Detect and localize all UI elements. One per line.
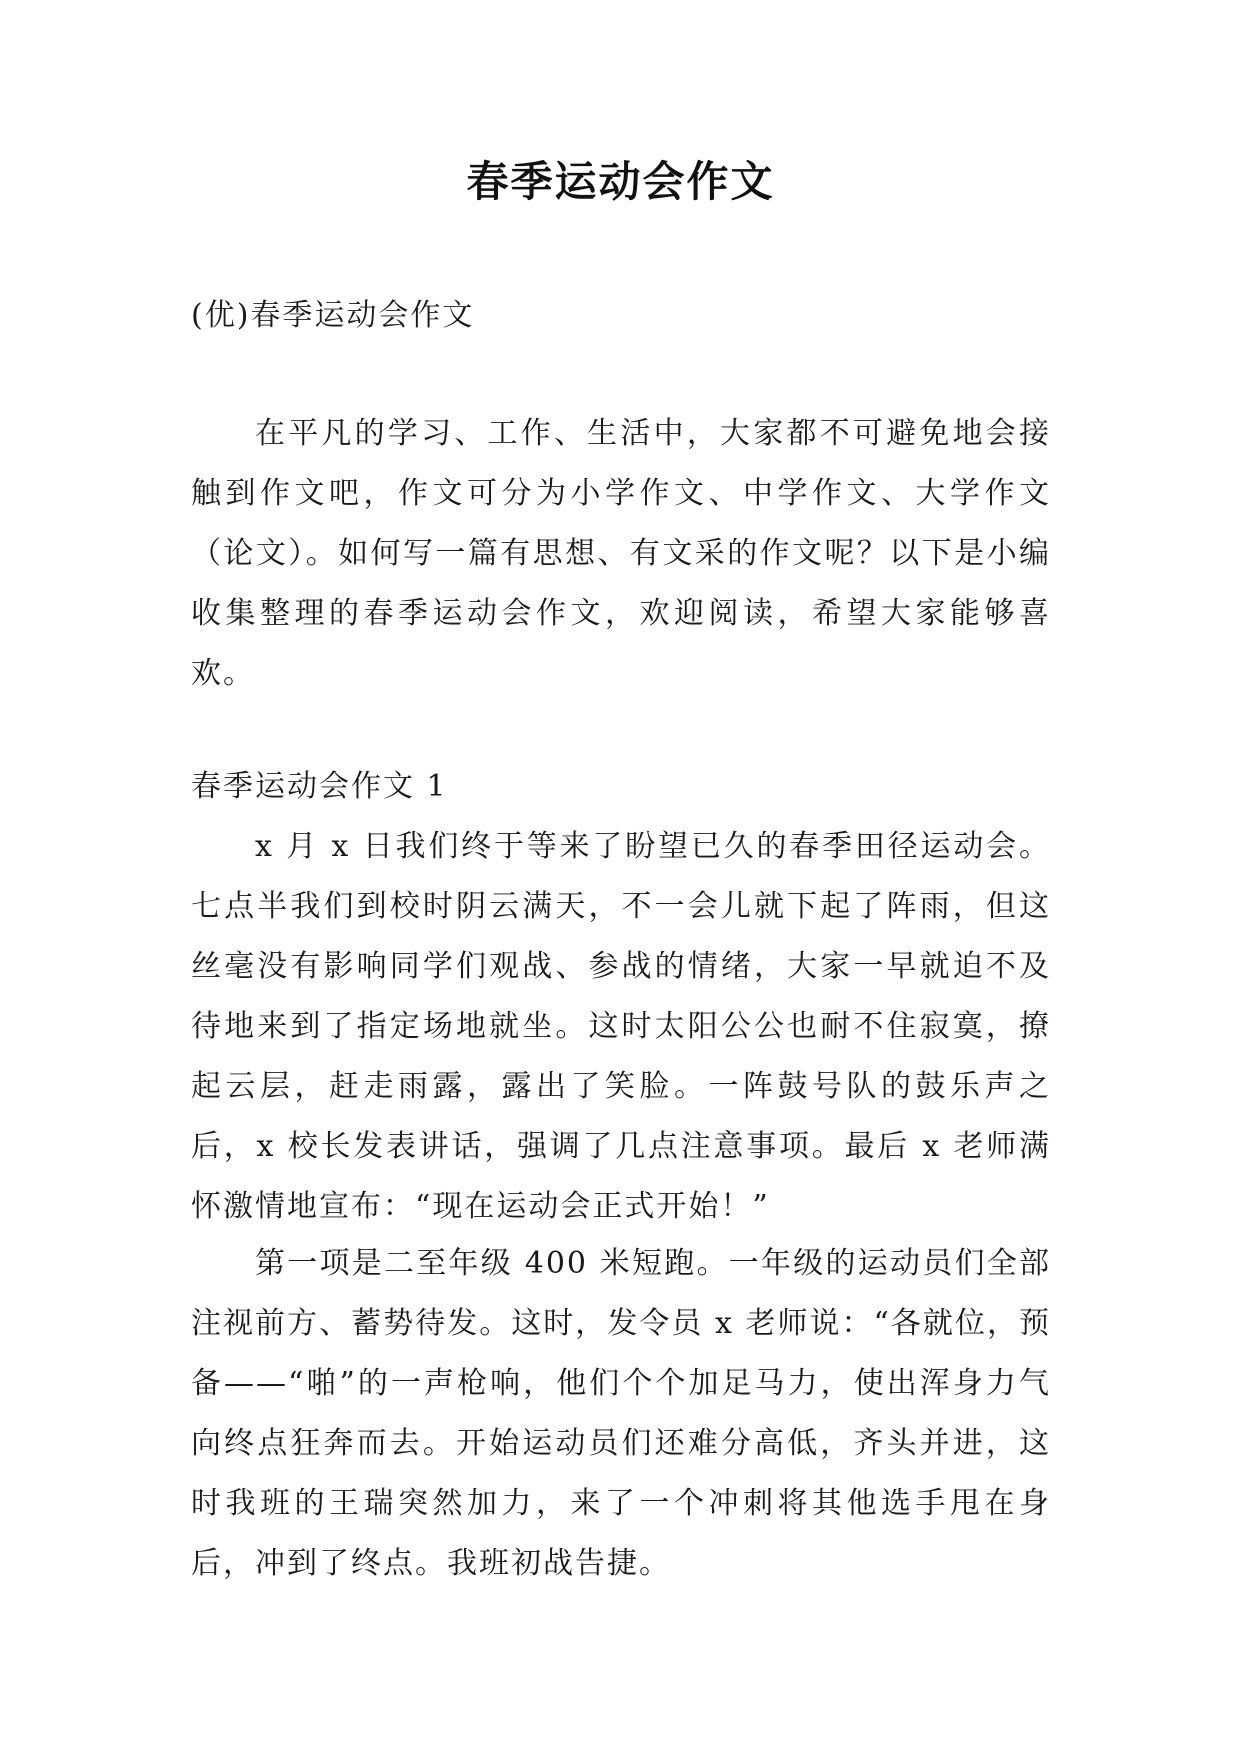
intro-paragraph: 在平凡的学习、工作、生活中，大家都不可避免地会接触到作文吧，作文可分为小学作文、中学作文、大学作文（论文）。如何写一篇有思想、有文采的作文呢？以下是小编收集整理的春季运动会作文，欢迎阅读，希望大家能够喜欢。 <box>191 416 1051 691</box>
section-heading: 春季运动会作文 1 <box>191 769 448 804</box>
body-paragraph-2: 第一项是二至年级 400 米短跑。一年级的运动员们全部注视前方、蓄势待发。这时，发令员 x 老师说：“各就位，预备——“啪”的一声枪响，他们个个加足马力，使出浑身力气向终点狂奔而去。开始运动员们还难分高低，齐头并进，这时我班的王瑞突然加力，来了一个冲刺将其他选手甩在身后，冲到了终点。我班初战告捷。 <box>191 1246 1051 1581</box>
document-subtitle: (优)春季运动会作文 <box>191 298 475 333</box>
document-title: 春季运动会作文 <box>466 157 775 206</box>
body-paragraph-1: x 月 x 日我们终于等来了盼望已久的春季田径运动会。七点半我们到校时阴云满天，不一会儿就下起了阵雨，但这丝毫没有影响同学们观战、参战的情绪，大家一早就迫不及待地来到了指定场地就坐。这时太阳公公也耐不住寂寞，撩起云层，赶走雨露，露出了笑脸。一阵鼓号队的鼓乐声之后，x 校长发表讲话，强调了几点注意事项。最后 x 老师满怀激情地宣布：“现在运动会正式开始！” <box>191 829 1051 1224</box>
